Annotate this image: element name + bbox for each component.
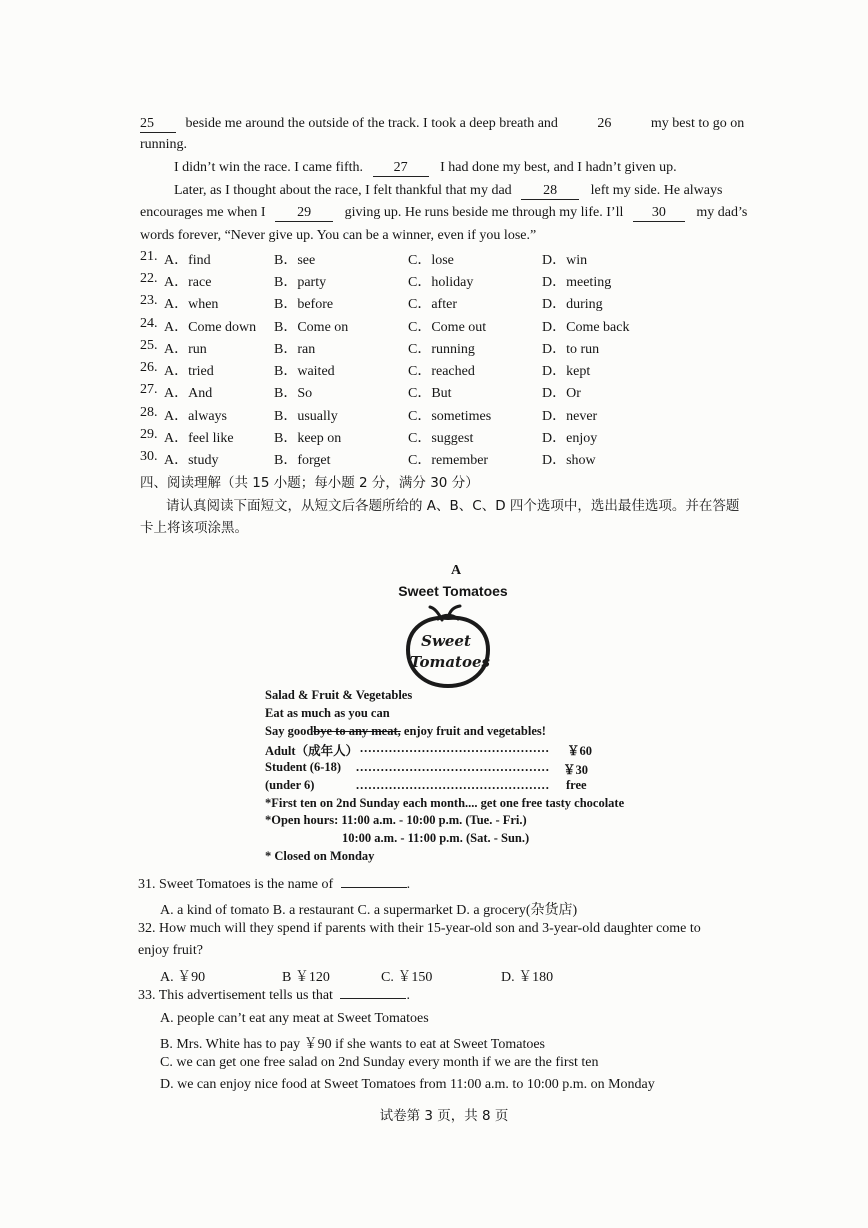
passage-line-2: running. — [140, 137, 188, 152]
question-number: 25. — [140, 338, 158, 353]
price-adult-label: Adult（成年人） — [265, 744, 359, 758]
ad-note-4: * Closed on Monday — [265, 849, 375, 863]
option-c: C．But — [408, 386, 452, 401]
option-d: D．to run — [542, 342, 600, 357]
option-b: B．before — [274, 297, 334, 312]
question-number: 24. — [140, 316, 158, 331]
option-b: B．ran — [274, 342, 316, 357]
blank-28: 28 — [521, 183, 579, 200]
option-b: B．usually — [274, 409, 338, 424]
passage-text: giving up. He runs beside me through my life. I’ll — [344, 205, 624, 220]
blank-25: 25 — [140, 116, 176, 133]
question-32-option-d: D. ￥180 — [501, 970, 554, 985]
passage-text: Later, as I thought about the race, I felt thankful that my dad — [174, 183, 512, 198]
passage-text: my dad’s — [696, 205, 748, 220]
passage-text: I didn’t win the race. I came fifth. — [174, 160, 364, 175]
question-text: 31. Sweet Tomatoes is the name of — [138, 877, 334, 892]
price-dots: ............................................... — [356, 760, 550, 774]
option-a: A．find — [164, 253, 211, 268]
price-dots: ............................................... — [356, 778, 550, 792]
ad-text: enjoy fruit and vegetables! — [400, 724, 546, 738]
question-33-option-c: C. we can get one free salad on 2nd Sunday every month if we are the first ten — [160, 1055, 599, 1070]
question-31: 31. Sweet Tomatoes is the name of . — [138, 877, 411, 892]
option-c: C．remember — [408, 453, 489, 468]
ad-note-3: 10:00 a.m. - 11:00 p.m. (Sat. - Sun.) — [342, 831, 530, 845]
option-b: B．party — [274, 275, 327, 290]
passage-text: beside me around the outside of the track. I took a deep breath and — [185, 116, 558, 131]
question-number: 23. — [140, 293, 158, 308]
option-d: D．win — [542, 253, 588, 268]
blank-29: 29 — [275, 205, 333, 222]
question-number: 27. — [140, 382, 158, 397]
ad-line-3 — [265, 724, 546, 739]
passage-text: my best to go on — [650, 116, 745, 131]
option-c: C．running — [408, 342, 475, 357]
ad-line-1: Salad & Fruit & Vegetables — [265, 688, 413, 702]
question-33-option-a: A. people can’t eat any meat at Sweet Tomatoes — [160, 1011, 429, 1026]
option-b: B．Come on — [274, 320, 349, 335]
price-under-value: free — [566, 778, 587, 792]
option-d: D．Come back — [542, 320, 630, 335]
page-footer: 试卷第 3 页，共 8 页 — [379, 1108, 509, 1124]
price-adult-value: ￥60 — [567, 744, 593, 758]
passage-line-4 — [174, 183, 722, 200]
option-d: D．Or — [542, 386, 581, 401]
ad-text-struck: bye to any meat, — [313, 724, 401, 738]
question-31-options: A. a kind of tomato B. a restaurant C. a supermarket D. a grocery(杂货店) — [160, 903, 578, 918]
section-instruction-cont: 卡上将该项涂黑。 — [140, 520, 248, 536]
option-c: C．holiday — [408, 275, 474, 290]
question-number: 21. — [140, 249, 158, 264]
option-d: D．meeting — [542, 275, 612, 290]
option-a: A．feel like — [164, 431, 234, 446]
question-32: 32. How much will they spend if parents with their 15-year-old son and 3-year-old daughter come to — [138, 921, 701, 936]
option-d: D．show — [542, 453, 596, 468]
passage-text: encourages me when I — [140, 205, 266, 220]
passage-text: I had done my best, and I hadn’t given up. — [440, 160, 677, 175]
ad-line-2: Eat as much as you can — [265, 706, 390, 720]
question-32-option-b: B ￥120 — [282, 970, 330, 985]
answer-blank — [341, 887, 407, 888]
passage-line-5 — [140, 205, 747, 222]
option-c: C．Come out — [408, 320, 487, 335]
option-b: B．keep on — [274, 431, 342, 446]
question-number: 30. — [140, 449, 158, 464]
tomato-logo — [404, 604, 492, 690]
option-c: C．reached — [408, 364, 475, 379]
option-b: B．So — [274, 386, 313, 401]
question-text: 33. This advertisement tells us that — [138, 988, 333, 1003]
option-d: D．during — [542, 297, 603, 312]
option-d: D．kept — [542, 364, 591, 379]
ad-note-2: *Open hours: 11:00 a.m. - 10:00 p.m. (Tue. - Fri.) — [265, 813, 527, 827]
passage-text: left my side. He always — [590, 183, 723, 198]
option-c: C．after — [408, 297, 457, 312]
passage-line-6: words forever, “Never give up. You can be a winner, even if you lose.” — [140, 228, 537, 243]
question-number: 28. — [140, 405, 158, 420]
option-a: A．always — [164, 409, 227, 424]
question-33-option-b: B. Mrs. White has to pay ￥90 if she wants to eat at Sweet Tomatoes — [160, 1037, 545, 1052]
blank-30: 30 — [633, 205, 685, 222]
price-dots: .............................................. — [360, 741, 550, 755]
option-d: D．enjoy — [542, 431, 598, 446]
svg-text:Sweet: Sweet — [421, 632, 471, 650]
question-33-option-d: D. we can enjoy nice food at Sweet Tomatoes from 11:00 a.m. to 10:00 p.m. on Monday — [160, 1077, 655, 1092]
question-32-option-a: A. ￥90 — [160, 970, 206, 985]
article-letter: A — [450, 563, 462, 578]
price-student-label: Student (6-18) — [265, 760, 342, 774]
option-d: D．never — [542, 409, 598, 424]
price-student-value: ￥30 — [563, 763, 589, 777]
question-number: 22. — [140, 271, 158, 286]
blank-27: 27 — [373, 160, 429, 177]
ad-text: Say good — [265, 724, 314, 738]
option-a: A．And — [164, 386, 213, 401]
question-32-option-c: C. ￥150 — [381, 970, 433, 985]
option-c: C．lose — [408, 253, 454, 268]
article-title: Sweet Tomatoes — [398, 583, 508, 599]
question-number: 26. — [140, 360, 158, 375]
option-b: B．forget — [274, 453, 331, 468]
question-32-cont: enjoy fruit? — [138, 943, 203, 958]
svg-text:Tomatoes: Tomatoes — [410, 653, 490, 671]
option-a: A．Come down — [164, 320, 257, 335]
price-under-label: (under 6) — [265, 778, 315, 792]
question-33: 33. This advertisement tells us that . — [138, 988, 410, 1003]
option-a: A．when — [164, 297, 219, 312]
ad-note-1: *First ten on 2nd Sunday each month.... get one free tasty chocolate — [265, 796, 625, 810]
passage-line-1 — [140, 116, 744, 133]
answer-blank — [340, 998, 406, 999]
option-a: A．run — [164, 342, 207, 357]
option-a: A．tried — [164, 364, 214, 379]
question-number: 29. — [140, 427, 158, 442]
section-instruction: 请认真阅读下面短文，从短文后各题所给的 A、B、C、D 四个选项中，选出最佳选项。并在答题 — [166, 498, 740, 514]
option-a: A．race — [164, 275, 212, 290]
tomato-icon — [404, 604, 492, 690]
option-c: C．sometimes — [408, 409, 492, 424]
option-b: B．waited — [274, 364, 335, 379]
option-c: C．suggest — [408, 431, 474, 446]
section-heading: 四、阅读理解（共 15 小题；每小题 2 分，满分 30 分） — [140, 475, 479, 491]
passage-line-3 — [174, 160, 677, 177]
blank-26: 26 — [597, 116, 612, 131]
option-a: A．study — [164, 453, 219, 468]
option-b: B．see — [274, 253, 316, 268]
